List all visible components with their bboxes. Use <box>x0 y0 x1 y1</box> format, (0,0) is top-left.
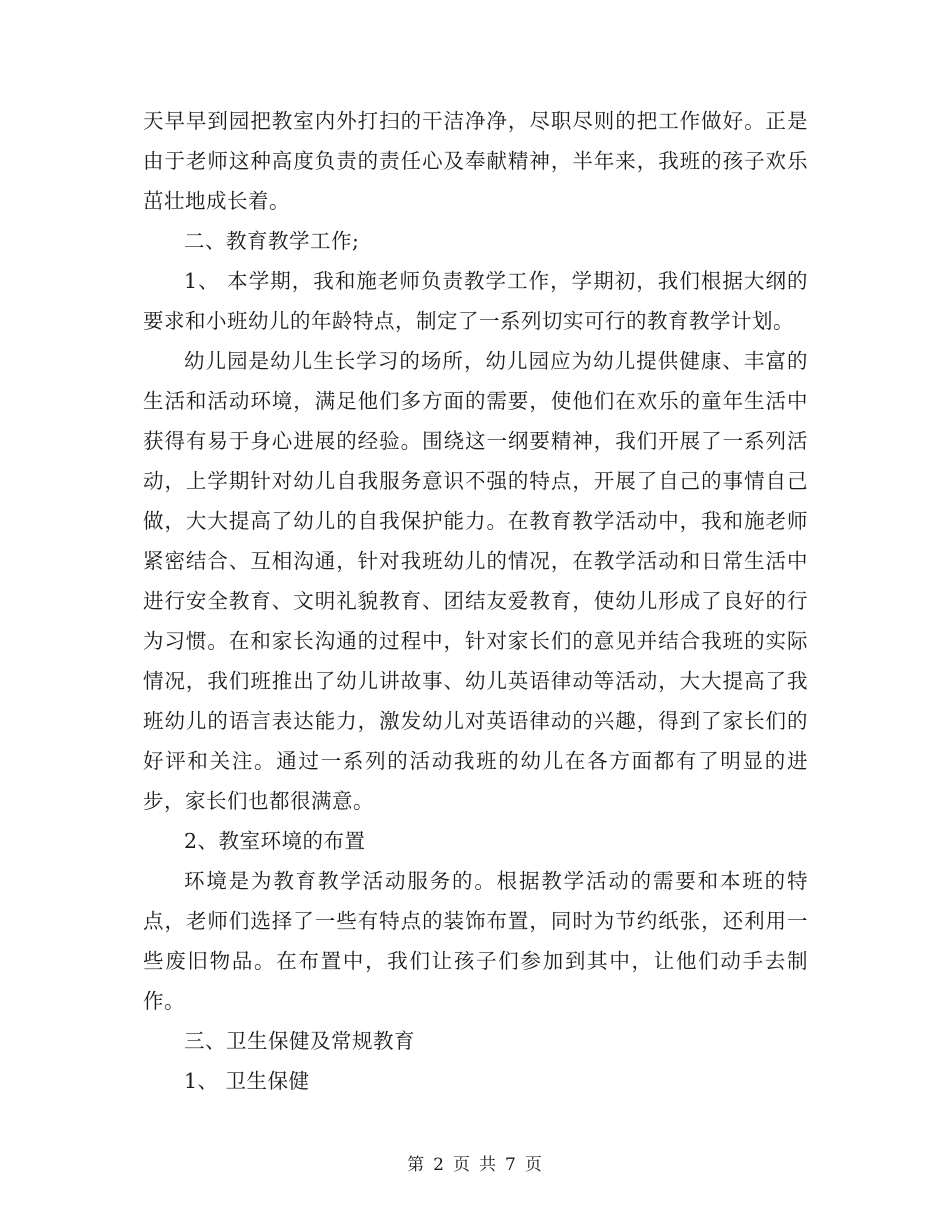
paragraph-environment: 环境是为教育教学活动服务的。根据教学活动的需要和本班的特点，老师们选择了一些有特点的装饰布置，同时为节约纸张，还利用一些废旧物品。在布置中，我们让孩子们参加到其中，让他们动手去制作。 <box>143 869 808 1013</box>
paragraph-continuation: 天早早到园把教室内外打扫的干洁净净，尽职尽则的把工作做好。正是由于老师这种高度负责的责任心及奉献精神，半年来，我班的孩子欢乐茁壮地成长着。 <box>143 109 808 213</box>
page-footer <box>0 1150 950 1175</box>
footer-current-page: 2 <box>433 1155 445 1175</box>
section-heading-teaching: 二、教育教学工作; <box>184 229 360 253</box>
subheading-classroom-environment: 2、教室环境的布置 <box>184 829 366 853</box>
footer-total-pages: 7 <box>505 1155 517 1175</box>
paragraph-kindergarten-activities: 幼儿园是幼儿生长学习的场所，幼儿园应为幼儿提供健康、丰富的生活和活动环境，满足他们多方面的需要，使他们在欢乐的童年生活中获得有易于身心进展的经验。围绕这一纲要精神，我们开展了一系列活动，上学期针对幼儿自我服务意识不强的特点，开展了自己的事情自己做，大大提高了幼儿的自我保护能力。在教育教学活动中，我和施老师紧密结合、互相沟通，针对我班幼儿的情况，在教学活动和日常生活中进行安全教育、文明礼貌教育、团结友爱教育，使幼儿形成了良好的行为习惯。在和家长沟通的过程中，针对家长们的意见并结合我班的实际情况，我们班推出了幼儿讲故事、幼儿英语律动等活动，大大提高了我班幼儿的语言表达能力，激发幼儿对英语律动的兴趣，得到了家长们的好评和关注。通过一系列的活动我班的幼儿在各方面都有了明显的进步，家长们也都很满意。 <box>143 349 808 813</box>
footer-label-page: 第 <box>407 1155 426 1175</box>
paragraph-teaching-plan: 1、 本学期，我和施老师负责教学工作，学期初，我们根据大纲的要求和小班幼儿的年龄特点，制定了一系列切实可行的教育教学计划。 <box>143 269 808 333</box>
footer-label-total: 共 <box>479 1155 497 1175</box>
footer-label-unit2: 页 <box>524 1155 543 1175</box>
subheading-hygiene-care: 1、 卫生保健 <box>184 1069 310 1093</box>
footer-label-unit: 页 <box>453 1155 471 1175</box>
document-body <box>143 101 808 1101</box>
section-heading-hygiene: 三、卫生保健及常规教育 <box>184 1029 415 1053</box>
